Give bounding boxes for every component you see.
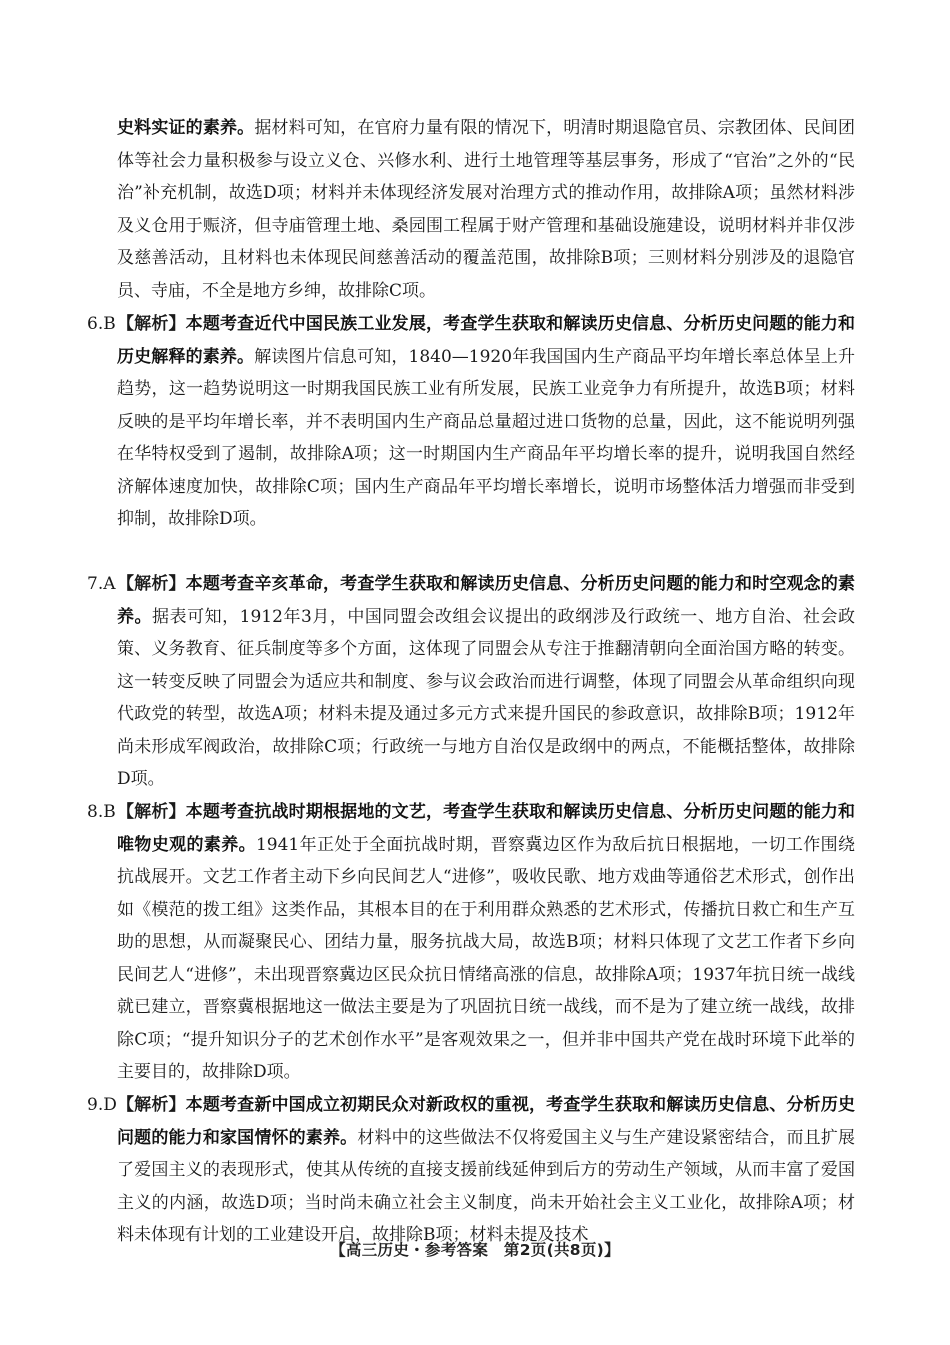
question-6 <box>87 308 856 536</box>
question-9 <box>87 1089 856 1252</box>
question-7-number: 7.A <box>87 574 116 594</box>
question-6-analysis-tag: 【解析】 <box>117 314 186 334</box>
question-6-number: 6.B <box>87 314 116 334</box>
question-6-bold: 本题考查近代中国民族工业发展，考查学生获取和解读历史信息、分析历史问题的能力和历史解释的素养。 <box>117 314 856 367</box>
question-8 <box>87 796 856 1089</box>
question-8-number: 8.B <box>87 802 116 822</box>
intro-text: 据材料可知，在官府力量有限的情况下，明清时期退隐官员、宗教团体、民间团体等社会力量积极参与设立义仓、兴修水利、进行土地管理等基层事务，形成了“官治”之外的“民治”补充机制，故选D项；材料并未体现经济发展对治理方式的推动作用，故排除A项；虽然材料涉及义仓用于赈济，但寺庙管理土地、桑园围工程属于财产管理和基础设施建设，说明材料并非仅涉及慈善活动，且材料也未体现民间慈善活动的覆盖范围，故排除B项；三则材料分别涉及的退隐官员、寺庙，不全是地方乡绅，故排除C项。 <box>117 118 856 301</box>
question-7-bold: 本题考查辛亥革命，考查学生获取和解读历史信息、分析历史问题的能力和时空观念的素养。 <box>117 574 856 627</box>
question-7 <box>87 568 856 796</box>
question-8-bold: 本题考查抗战时期根据地的文艺，考查学生获取和解读历史信息、分析历史问题的能力和唯物史观的素养。 <box>117 802 856 855</box>
question-8-text: 1941年正处于全面抗战时期，晋察冀边区作为敌后抗日根据地，一切工作围绕抗战展开。文艺工作者主动下乡向民间艺人“进修”，吸收民歌、地方戏曲等通俗艺术形式，创作出如《模范的拨工组》这类作品，其根本目的在于利用群众熟悉的艺术形式，传播抗日救亡和生产互助的思想，从而凝聚民心、团结力量，服务抗战大局，故选B项；材料只体现了文艺工作者下乡向民间艺人“进修”，未出现晋察冀边区民众抗日情绪高涨的信息，故排除A项；1937年抗日统一战线就已建立，晋察冀根据地这一做法主要是为了巩固抗日统一战线，而不是为了建立统一战线，故排除C项；“提升知识分子的艺术创作水平”是客观效果之一，但并非中国共产党在战时环境下此举的主要目的，故排除D项。 <box>117 834 856 1082</box>
question-7-text: 据表可知，1912年3月，中国同盟会改组会议提出的政纲涉及行政统一、地方自治、社会政策、义务教育、征兵制度等多个方面，这体现了同盟会从专注于推翻清朝向全面治国方略的转变。这一转变反映了同盟会为适应共和制度、参与议会政治而进行调整，体现了同盟会从革命组织向现代政党的转型，故选A项；材料未提及通过多元方式来提升国民的参政意识，故排除B项；1912年尚未形成军阀政治，故排除C项；行政统一与地方自治仅是政纲中的两点，不能概括整体，故排除D项。 <box>117 606 856 789</box>
question-9-text: 材料中的这些做法不仅将爱国主义与生产建设紧密结合，而且扩展了爱国主义的表现形式，使其从传统的直接支援前线延伸到后方的劳动生产领域，从而丰富了爱国主义的内涵，故选D项；当时尚未确立社会主义制度，尚未开始社会主义工业化，故排除A项；材料未体现有计划的工业建设开启，故排除B项；材料未提及技术 <box>117 1127 856 1245</box>
intro-bold-lead: 史料实证的素养。 <box>117 118 255 138</box>
question-7-analysis-tag: 【解析】 <box>117 574 186 594</box>
question-6-text: 解读图片信息可知，1840—1920年我国国内生产商品平均年增长率总体呈上升趋势，这一趋势说明这一时期我国民族工业有所发展，民族工业竞争力有所提升，故选B项；材料反映的是平均年增长率，并不表明国内生产商品总量超过进口货物的总量，因此，这不能说明列强在华特权受到了遏制，故排除A项；这一时期国内生产商品年平均增长率的提升，说明我国自然经济解体速度加快，故排除C项；国内生产商品年平均增长率增长，说明市场整体活力增强而非受到抑制，故排除D项。 <box>117 346 855 529</box>
question-9-analysis-tag: 【解析】 <box>117 1095 186 1115</box>
question-9-number: 9.D <box>87 1095 117 1115</box>
question-8-analysis-tag: 【解析】 <box>117 802 186 822</box>
page-footer: 【高三历史・参考答案 第2页(共8页)】 <box>330 1241 620 1259</box>
question-9-bold: 本题考查新中国成立初期民众对新政权的重视，考查学生获取和解读历史信息、分析历史问题的能力和家国情怀的素养。 <box>117 1095 856 1148</box>
intro-paragraph <box>117 112 855 307</box>
